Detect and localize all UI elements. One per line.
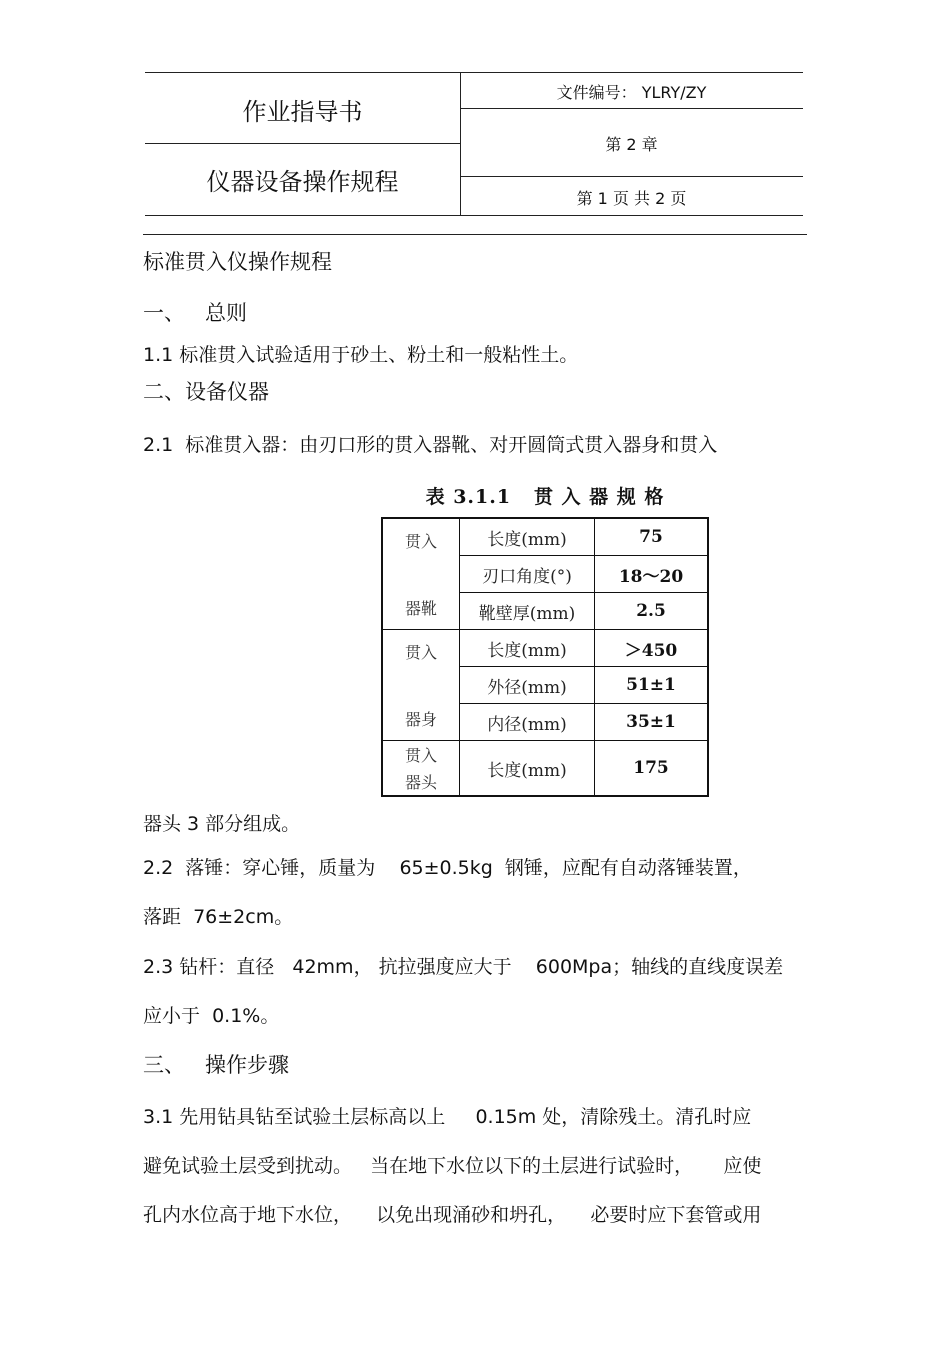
table-cell-value: 18～20	[595, 556, 709, 593]
chapter-label: 第 2 章	[605, 135, 658, 154]
paragraph-2-2: 2.2 落锤：穿心锤，质量为 65±0.5kg 钢锤，应配有自动落锤装置，	[143, 857, 752, 879]
paragraph-2-2-continued: 落距 76±2cm。	[143, 906, 294, 928]
group-label-top: 贯入	[404, 532, 437, 551]
table-cell-item: 长度(mm)	[460, 518, 595, 556]
document-title: 标准贯入仪操作规程	[143, 250, 332, 274]
group-label-body	[382, 630, 460, 741]
group-label-head	[382, 741, 460, 797]
table-cell-value: ＞450	[595, 630, 709, 667]
table-cell-item: 外径(mm)	[460, 667, 595, 704]
header-left-mid-rule	[145, 143, 460, 144]
table-cell-value: 175	[595, 741, 709, 797]
table-cell-item: 靴壁厚(mm)	[460, 593, 595, 630]
table-cell-value: 2.5	[595, 593, 709, 630]
table-cell-item: 刃口角度(°)	[460, 556, 595, 593]
section-2-heading: 二、设备仪器	[143, 380, 269, 404]
group-label-bottom: 器头	[404, 773, 437, 792]
header-title: 作业指导书	[242, 98, 363, 126]
page-separator-rule	[143, 234, 807, 235]
section-3-heading: 三、 操作步骤	[143, 1053, 290, 1077]
table-row	[382, 741, 708, 797]
header-subtitle: 仪器设备操作规程	[206, 168, 399, 196]
header-top-rule	[145, 72, 803, 73]
page-info: 第 1 页 共 2 页	[576, 189, 687, 208]
paragraph-2-3: 2.3 钻杆：直径 42mm， 抗拉强度应大于 600Mpa；轴线的直线度误差	[143, 956, 784, 978]
group-label-bottom: 器身	[404, 710, 437, 729]
paragraph-1-1: 1.1 标准贯入试验适用于砂土、粉土和一般粘性土。	[143, 344, 579, 366]
header-bottom-rule	[145, 215, 803, 216]
group-label-bottom: 器靴	[404, 599, 437, 618]
table-cell-value: 35±1	[595, 704, 709, 741]
header-right-rule-1	[460, 108, 803, 109]
group-label-top: 贯入	[404, 643, 437, 662]
table-row	[382, 518, 708, 556]
group-label-top: 贯入	[404, 746, 437, 765]
paragraph-2-3-continued: 应小于 0.1%。	[143, 1005, 280, 1027]
table-cell-item: 长度(mm)	[460, 630, 595, 667]
section-1-heading: 一、 总则	[143, 301, 248, 325]
paragraph-3-1-line-2: 避免试验土层受到扰动。 当在地下水位以下的土层进行试验时， 应使	[143, 1155, 762, 1177]
group-label-boot	[382, 518, 460, 630]
paragraph-3-1: 3.1 先用钻具钻至试验土层标高以上 0.15m 处，清除残土。清孔时应	[143, 1106, 752, 1128]
paragraph-2-1-continued: 器头 3 部分组成。	[143, 813, 301, 835]
paragraph-2-1: 2.1 标准贯入器：由刃口形的贯入器靴、对开圆筒式贯入器身和贯入	[143, 434, 718, 456]
table-cell-item: 长度(mm)	[460, 741, 595, 797]
table-cell-value: 51±1	[595, 667, 709, 704]
file-number: 文件编号： YLRY/ZY	[556, 83, 707, 102]
table-caption: 表 3.1.1 贯 入 器 规 格	[425, 486, 665, 508]
paragraph-3-1-line-3: 孔内水位高于地下水位， 以免出现涌砂和坍孔， 必要时应下套管或用	[143, 1204, 762, 1226]
table-cell-value: 75	[595, 518, 709, 556]
spec-table	[381, 517, 709, 797]
header-right-rule-2	[460, 176, 803, 177]
table-row	[382, 630, 708, 667]
table-cell-item: 内径(mm)	[460, 704, 595, 741]
